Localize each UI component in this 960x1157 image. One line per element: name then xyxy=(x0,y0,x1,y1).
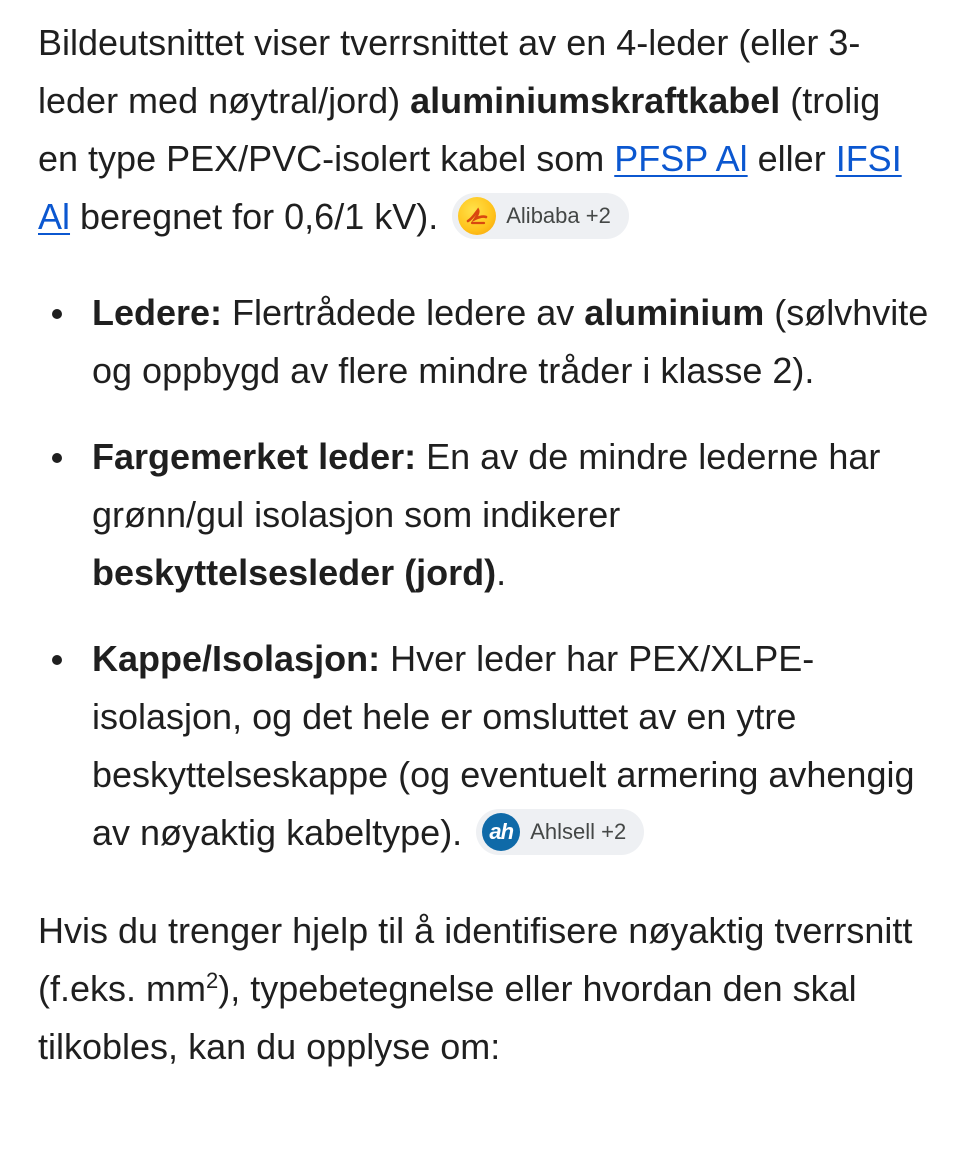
bullet-title: Kappe/Isolasjon: xyxy=(92,638,381,679)
list-item xyxy=(38,428,930,602)
bullet-text: Flertrådede ledere av xyxy=(222,292,585,333)
source-chip-label: Ahlsell +2 xyxy=(530,819,627,845)
outro-paragraph xyxy=(38,902,930,1076)
intro-bold-cable: aluminiumskraftkabel xyxy=(410,80,781,121)
link-ifsi-al[interactable]: IFSI Al xyxy=(38,138,902,237)
bullet-text: . xyxy=(496,552,507,593)
bullet-text: Hver leder har PEX/XLPE-isolasjon, og det hele er omsluttet av en ytre beskyttelseskappe (og eventuelt armering avhengig av nøyaktig kabeltype). xyxy=(92,638,915,853)
source-chip-ahlsell[interactable] xyxy=(476,809,644,855)
bullet-dot xyxy=(52,655,62,665)
bullet-bold-text: aluminium xyxy=(584,292,765,333)
list-item xyxy=(38,284,930,400)
intro-text-1: Bildeutsnittet viser tverrsnittet av en 4-leder (eller 3-leder med nøytral/jord) xyxy=(38,22,861,121)
bullet-dot xyxy=(52,453,62,463)
intro-text-3: eller xyxy=(747,138,836,179)
list-item xyxy=(38,630,930,862)
source-chip-label: Alibaba +2 xyxy=(506,203,611,229)
bullet-list xyxy=(38,284,930,862)
alibaba-logo-icon xyxy=(458,197,496,235)
bullet-text: (sølvhvite og oppbygd av flere mindre tråder i klasse 2). xyxy=(92,292,929,391)
outro-text-1: Hvis du trenger hjelp til å identifisere nøyaktig tverrsnitt (f.eks. mm xyxy=(38,910,913,1009)
outro-text-2: ), typebetegnelse eller hvordan den skal tilkobles, kan du opplyse om: xyxy=(38,968,857,1067)
bullet-title: Ledere: xyxy=(92,292,223,333)
intro-text-4: beregnet for 0,6/1 kV). xyxy=(70,196,439,237)
intro-text-2: (trolig en type PEX/PVC-isolert kabel som xyxy=(38,80,881,179)
bullet-title: Fargemerket leder: xyxy=(92,436,417,477)
bullet-text: En av de mindre lederne har grønn/gul isolasjon som indikerer xyxy=(92,436,881,535)
bullet-dot xyxy=(52,309,62,319)
intro-paragraph xyxy=(38,14,930,246)
superscript-2: 2 xyxy=(206,968,219,993)
ahlsell-logo-icon: ah xyxy=(482,813,520,851)
source-chip-alibaba[interactable] xyxy=(452,193,629,239)
bullet-bold-text: beskyttelsesleder (jord) xyxy=(92,552,497,593)
link-pfsp-al[interactable]: PFSP Al xyxy=(614,138,748,179)
